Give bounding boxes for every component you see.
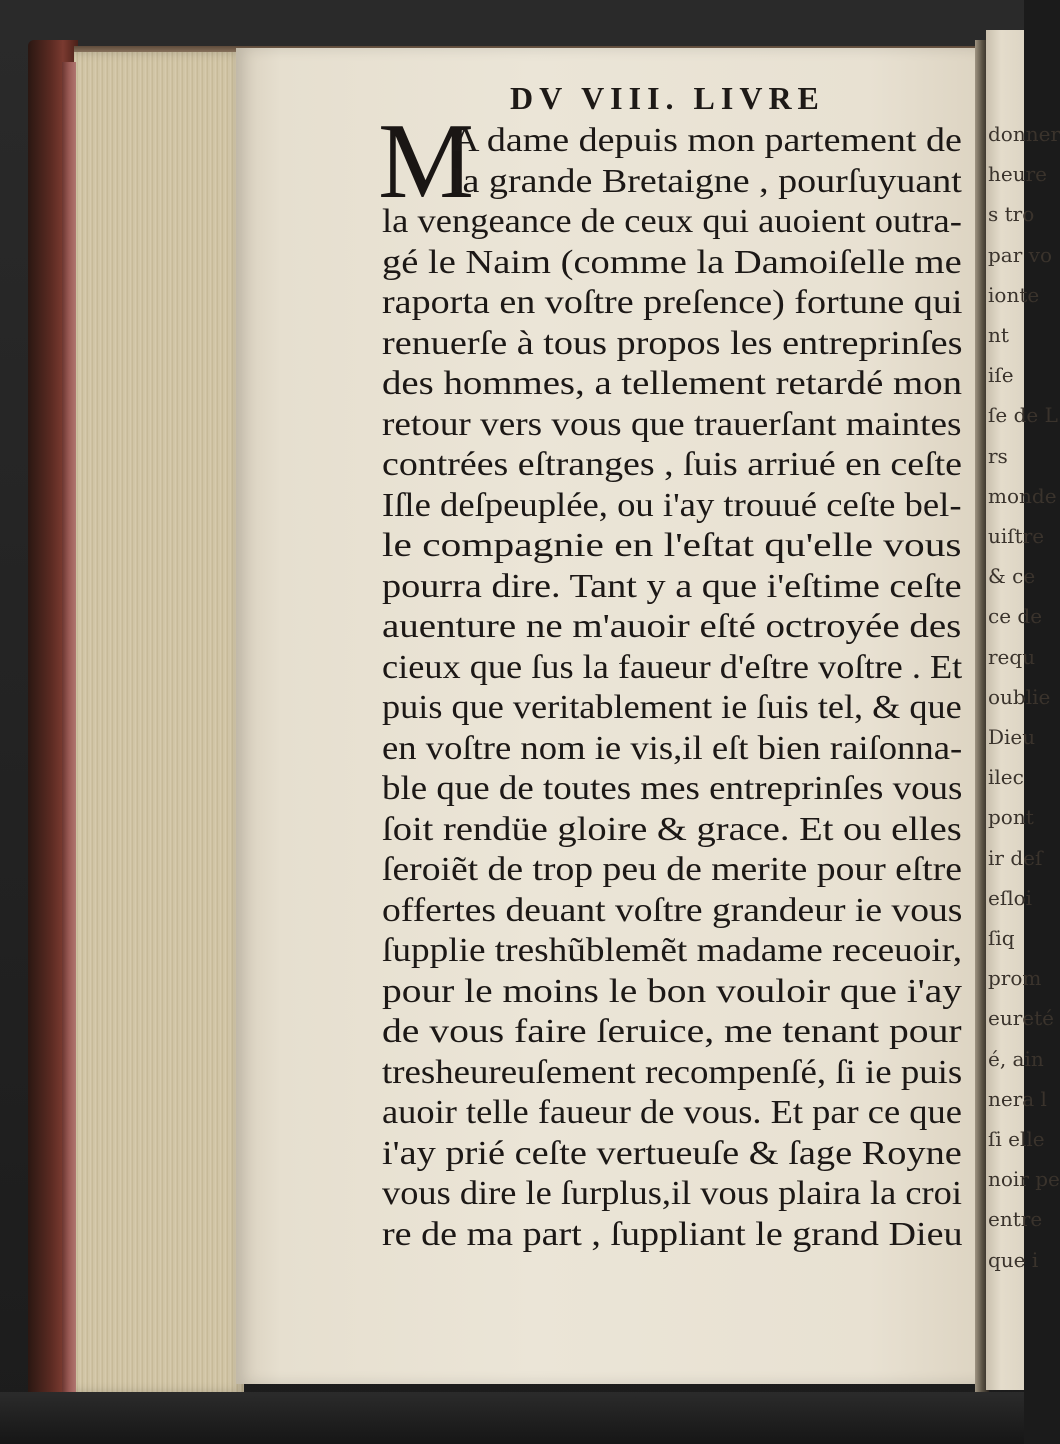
facing-page-fragment: é, ain [988, 1046, 1044, 1071]
facing-page-fragment: oublie [988, 684, 1051, 709]
facing-page-fragment: rs [988, 443, 1008, 468]
text-line: i'ay prié ceſte vertueuſe & ſage Royne [382, 1134, 962, 1172]
text-line: tresheureuſement recompenſé, ſi ie puis [382, 1053, 963, 1091]
facing-page-fragment: entre [988, 1207, 1043, 1232]
text-line: pour le moins le bon vouloir que i'ay [382, 972, 962, 1010]
text-line: en voſtre nom ie vis,il eſt bien raiſonna- [382, 729, 963, 767]
text-line: de vous faire ſeruice, me tenant pour [382, 1013, 962, 1050]
text-line: pourra dire. Tant y a que i'eſtime ceſte [382, 567, 962, 605]
facing-page-fragment: ſi elle [988, 1127, 1045, 1151]
text-line: ſeroiẽt de trop peu de merite pour eſtre [382, 851, 963, 888]
running-head: DV VIII. LIVRE [510, 80, 825, 116]
page-block-edges [74, 52, 244, 1392]
facing-page-fragment: requ [988, 644, 1036, 669]
facing-page-fragment: ſe de L [988, 403, 1058, 428]
facing-page-fragment: ilec [988, 765, 1024, 790]
text-line: contrées eſtranges , ſuis arriué en ceſte [382, 446, 962, 483]
facing-page-fragment: noir pe [988, 1167, 1060, 1192]
text-line: le compagnie en l'eſtat qu'elle vous [382, 527, 962, 564]
facing-page-fragment: ir deſ [988, 845, 1043, 870]
facing-page-fragment: ce de [988, 604, 1043, 629]
text-line: des hommes, a tellement retardé mon [382, 365, 963, 402]
text-line: ſoit rendüe gloire & grace. Et ou elles [382, 810, 962, 848]
text-line: auoir telle faueur de vous. Et par ce que [382, 1094, 962, 1131]
facing-page-fragment: donner [988, 122, 1060, 146]
facing-page [986, 30, 1060, 1390]
facing-page-fragment: pont [988, 805, 1034, 830]
facing-page-fragment: prom [988, 966, 1042, 991]
facing-page-fragment: nera l [988, 1086, 1047, 1111]
text-line: la vengeance de ceux qui auoient outra- [382, 203, 962, 240]
text-line: retour vers vous que trauerſant maintes [382, 405, 962, 443]
text-line: Iſle deſpeuplée, ou i'ay trouué ceſte bel- [382, 486, 962, 524]
text-line: renuerſe à tous propos les entreprinſes [382, 324, 963, 362]
facing-page-fragment: eureté [988, 1006, 1054, 1031]
facing-page-fragment: ſiq [988, 926, 1015, 950]
facing-page-fragment: heure [988, 162, 1047, 187]
text-line: auenture ne m'auoir eſté octroyée des [382, 608, 962, 645]
text-line: raporta en voſtre preſence) fortune qui [382, 284, 963, 321]
text-line: re de ma part , ſuppliant le grand Dieu [382, 1215, 963, 1253]
text-line: A dame depuis mon partement de [452, 122, 962, 159]
facing-page-fragment: que i [988, 1247, 1039, 1272]
facing-page-fragment: iſe [988, 363, 1014, 388]
text-line: puis que veritablement ie ſuis tel, & que [382, 689, 962, 726]
facing-page-fragment: par vo [988, 242, 1052, 267]
facing-page-fragment: s tro [988, 202, 1035, 227]
facing-page-fragment: uiſtre [988, 524, 1045, 548]
facing-page-fragment: monde [988, 483, 1057, 508]
text-line: cieux que ſus la faueur d'eſtre voſtre . Et [382, 648, 963, 686]
text-line: vous dire le ſurplus,il vous plaira la croi [382, 1175, 962, 1212]
text-line: offertes deuant voſtre grandeur ie vous [382, 891, 963, 929]
text-line: ſupplie treshũblemẽt madame receuoir, [382, 932, 963, 969]
facing-page-fragment: ionte [988, 282, 1040, 307]
text-line: la grande Bretaigne , pourſuyuant [452, 162, 962, 200]
facing-page-fragment: eſloi [988, 885, 1033, 910]
bottom-shadow [0, 1392, 1024, 1444]
text-line: ble que de toutes mes entreprinſes vous [382, 770, 963, 807]
drop-cap: M [378, 102, 475, 221]
facing-page-fragment: & ce [988, 564, 1036, 589]
facing-page-fragment: nt [988, 323, 1009, 347]
text-line: gé le Naim (comme la Damoiſelle me [382, 243, 962, 281]
book-binding-edge [62, 62, 76, 1392]
facing-page-fragment: Dieu [988, 725, 1036, 749]
